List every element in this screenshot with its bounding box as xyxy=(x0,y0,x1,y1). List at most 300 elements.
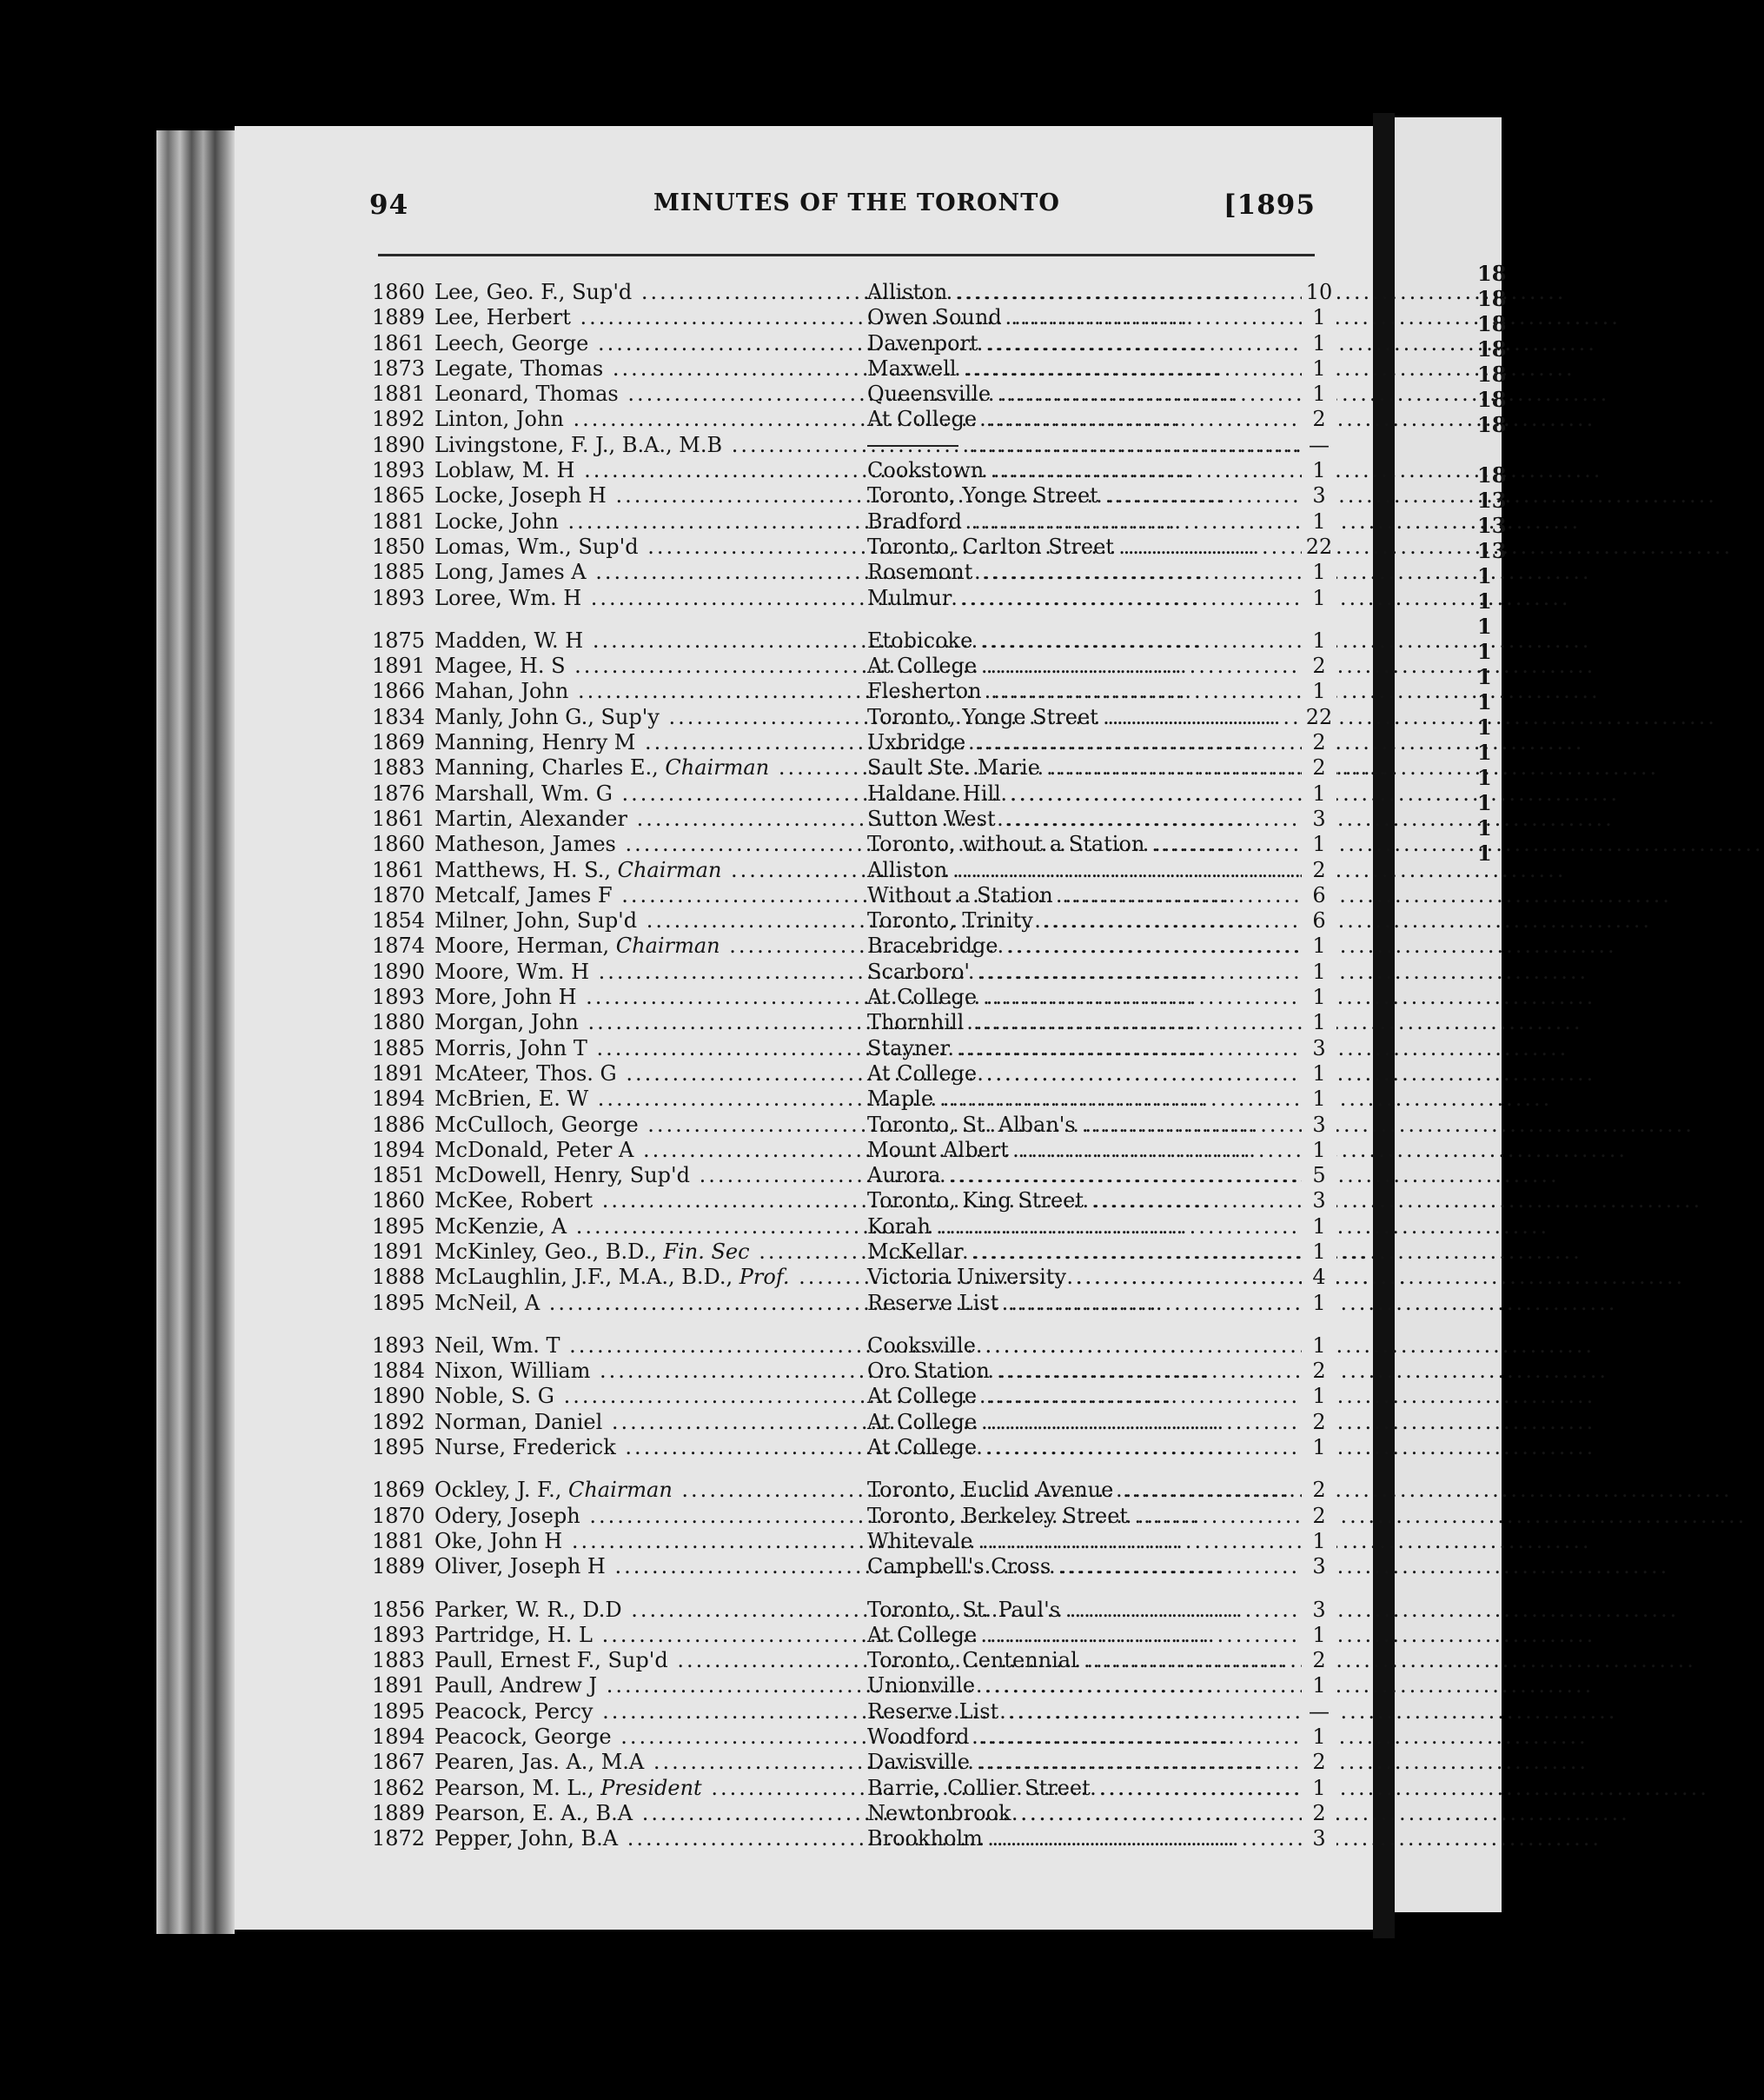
entry-office-title: Chairman xyxy=(567,1478,673,1503)
entry-name xyxy=(434,1163,860,1188)
entry-year: 1890 xyxy=(372,432,426,457)
entry-station-text: Whitevale xyxy=(867,1528,973,1553)
next-page-margin-item: 1 xyxy=(1477,815,1492,841)
entry-station xyxy=(867,1554,1654,1579)
entry-station xyxy=(867,280,1654,305)
table-row xyxy=(372,960,1336,985)
entry-name-text: McDowell, Henry, Sup'd xyxy=(434,1163,690,1188)
table-row xyxy=(372,1188,1336,1213)
entry-years-count: 1 xyxy=(1302,1529,1336,1554)
entry-year: 1894 xyxy=(372,1087,426,1112)
entry-year: 1872 xyxy=(372,1826,426,1851)
entry-name-text: Livingstone, F. J., B.A., M.B xyxy=(434,432,723,457)
entry-station-text: Maxwell xyxy=(867,356,957,381)
entry-station-text: Thornhill xyxy=(867,1010,965,1035)
entry-years-count: 1 xyxy=(1302,458,1336,483)
entry-station xyxy=(867,1239,1654,1265)
entry-station-text: Toronto, without a Station xyxy=(867,832,1145,857)
next-page-margin-item: 18 xyxy=(1477,311,1507,336)
entry-name xyxy=(434,1826,860,1851)
entry-station xyxy=(867,908,1654,934)
entry-year: 1860 xyxy=(372,1188,426,1213)
entry-year: 1866 xyxy=(372,679,426,704)
entry-station xyxy=(867,985,1654,1010)
entry-station-text: Davisville xyxy=(867,1750,970,1775)
entry-years-count: 1 xyxy=(1302,832,1336,857)
entry-station xyxy=(867,331,1654,356)
entry-year: 1880 xyxy=(372,1010,426,1035)
table-row xyxy=(372,1435,1336,1460)
entry-name xyxy=(434,1265,860,1290)
entry-year: 1892 xyxy=(372,407,426,432)
entry-years-count: 10 xyxy=(1302,280,1336,305)
table-row xyxy=(372,1010,1336,1035)
entry-year: 1861 xyxy=(372,806,426,831)
entry-name-text: McCulloch, George xyxy=(434,1112,639,1137)
entry-years-count: 3 xyxy=(1302,483,1336,508)
entry-name-text: Lee, Herbert xyxy=(434,305,571,330)
entry-years-count: 3 xyxy=(1302,1113,1336,1138)
entry-station-text: At College xyxy=(867,1409,978,1434)
entry-station xyxy=(867,1333,1654,1359)
next-page-margin-item: 18 xyxy=(1477,387,1507,412)
entry-office-title: Prof. xyxy=(739,1265,790,1290)
entry-station xyxy=(867,1036,1654,1061)
table-row xyxy=(372,1478,1336,1503)
entry-station xyxy=(867,883,1654,908)
page-number: 94 xyxy=(369,189,409,221)
entry-name xyxy=(434,781,860,807)
entry-years-count: 2 xyxy=(1302,1750,1336,1775)
entry-station xyxy=(867,535,1654,560)
entry-name-text: Peacock, George xyxy=(434,1725,612,1750)
entry-years-count: 6 xyxy=(1302,883,1336,908)
entry-year: 1895 xyxy=(372,1290,426,1315)
entry-name-text: Milner, John, Sup'd xyxy=(434,908,638,934)
entry-year: 1895 xyxy=(372,1435,426,1460)
entry-station-text: Cooksville xyxy=(867,1332,976,1358)
entry-years-count: 1 xyxy=(1302,356,1336,382)
table-row xyxy=(372,1826,1336,1851)
entry-name-text: Nurse, Frederick xyxy=(434,1435,616,1460)
entry-station-text: Alliston xyxy=(867,857,948,882)
entry-year: 1876 xyxy=(372,781,426,806)
entry-name xyxy=(434,705,860,730)
entry-name xyxy=(434,586,860,611)
table-row xyxy=(372,1239,1336,1265)
entry-name-text: Oliver, Joseph H xyxy=(434,1554,606,1579)
section-gap xyxy=(372,611,1336,628)
entry-station-text: Barrie, Collier Street xyxy=(867,1775,1091,1800)
table-row xyxy=(372,1648,1336,1673)
entry-station xyxy=(867,305,1654,330)
entry-name-text: Long, James A xyxy=(434,560,587,585)
entry-name xyxy=(434,1554,860,1579)
table-row xyxy=(372,535,1336,560)
entry-station-text: At College xyxy=(867,985,978,1010)
entry-years-count: 22 xyxy=(1302,705,1336,730)
next-page-margin-item: 1 xyxy=(1477,664,1492,689)
entry-year: 1869 xyxy=(372,730,426,755)
entry-name-text: Pearson, E. A., B.A xyxy=(434,1800,633,1825)
entry-year: 1867 xyxy=(372,1750,426,1775)
table-row xyxy=(372,781,1336,807)
entry-name-text: Manly, John G., Sup'y xyxy=(434,704,660,729)
entry-station-text: At College xyxy=(867,1622,978,1647)
entry-station xyxy=(867,1113,1654,1138)
section-gap xyxy=(372,1316,1336,1333)
entry-station xyxy=(867,1673,1654,1698)
next-page-margin-item: 13 xyxy=(1477,538,1507,563)
entry-years-count: 6 xyxy=(1302,908,1336,934)
entry-name-text: McKinley, Geo., B.D., xyxy=(434,1239,664,1264)
next-page-margin-item: 1 xyxy=(1477,614,1492,639)
entry-years-count: 2 xyxy=(1302,1359,1336,1384)
entry-year: 1860 xyxy=(372,832,426,857)
entry-station-text: Uxbridge xyxy=(867,730,966,755)
entry-name xyxy=(434,628,860,654)
entry-years-count: 1 xyxy=(1302,1214,1336,1239)
entry-years-count: 1 xyxy=(1302,331,1336,356)
entry-name-text: Morris, John T xyxy=(434,1035,587,1060)
entry-station-text: Owen Sound xyxy=(867,305,1002,330)
entry-year: 1893 xyxy=(372,585,426,610)
table-row xyxy=(372,1113,1336,1138)
entry-station xyxy=(867,1776,1654,1801)
entry-station-text: Mulmur xyxy=(867,585,952,610)
table-row xyxy=(372,1359,1336,1384)
entry-year: 1894 xyxy=(372,1725,426,1750)
entry-name-text: McKenzie, A xyxy=(434,1213,567,1239)
leader-dots xyxy=(969,433,1310,457)
entry-years-count: 1 xyxy=(1302,1384,1336,1409)
entry-years-count: 1 xyxy=(1302,1673,1336,1698)
entry-year: 1881 xyxy=(372,382,426,407)
entry-station xyxy=(867,1801,1654,1826)
entry-years-count: 3 xyxy=(1302,1554,1336,1579)
entry-station-text: Toronto, Carlton Street xyxy=(867,534,1114,559)
entry-year: 1881 xyxy=(372,508,426,534)
entry-year: 1893 xyxy=(372,1622,426,1647)
table-row xyxy=(372,1529,1336,1554)
entry-station-text: Campbell's Cross xyxy=(867,1554,1051,1579)
entry-year: 1875 xyxy=(372,628,426,653)
entry-station xyxy=(867,1623,1654,1648)
entry-station-text: Cookstown xyxy=(867,458,985,483)
table-row xyxy=(372,305,1336,330)
entry-station-text: Unionville xyxy=(867,1673,976,1698)
entry-name-text: Leech, George xyxy=(434,330,589,356)
entry-station xyxy=(867,755,1654,781)
entry-station-text: Queensville xyxy=(867,382,991,407)
entry-name-text: Ockley, J. F., xyxy=(434,1478,568,1503)
table-row xyxy=(372,1699,1336,1725)
entry-station xyxy=(867,858,1654,883)
entry-name xyxy=(434,1036,860,1061)
entry-years-count: 3 xyxy=(1302,1826,1336,1851)
entry-name xyxy=(434,1673,860,1698)
entry-name-text: Noble, S. G xyxy=(434,1384,554,1409)
entry-year: 1891 xyxy=(372,1239,426,1264)
entry-station xyxy=(867,509,1654,535)
entry-years-count: 1 xyxy=(1302,509,1336,535)
entry-name-text: Locke, John xyxy=(434,508,559,534)
entry-station xyxy=(867,1435,1654,1460)
entry-name xyxy=(434,280,860,305)
entry-name-text: Metcalf, James F xyxy=(434,882,613,907)
entry-name xyxy=(434,560,860,585)
table-row xyxy=(372,1333,1336,1359)
entry-name xyxy=(434,755,860,781)
entry-name-text: Partridge, H. L xyxy=(434,1622,593,1647)
entry-name-text: Neil, Wm. T xyxy=(434,1332,560,1358)
entry-name xyxy=(434,382,860,407)
entry-station xyxy=(867,1163,1654,1188)
entry-station xyxy=(867,960,1654,985)
entry-name-text: Nixon, William xyxy=(434,1359,591,1384)
entry-years-count: 2 xyxy=(1302,654,1336,679)
entry-station xyxy=(867,433,1654,458)
entry-name xyxy=(434,1410,860,1435)
entry-name-text: Parker, W. R., D.D xyxy=(434,1597,622,1622)
next-page-margin-item: 1 xyxy=(1477,588,1492,614)
entry-years-count: 2 xyxy=(1302,1410,1336,1435)
table-row xyxy=(372,1801,1336,1826)
table-row xyxy=(372,1291,1336,1316)
entry-station xyxy=(867,1188,1654,1213)
table-row xyxy=(372,908,1336,934)
next-page-margin-item: 1 xyxy=(1477,790,1492,815)
entry-name-text: McBrien, E. W xyxy=(434,1087,589,1112)
entry-years-count: 2 xyxy=(1302,1801,1336,1826)
entry-station-text: Etobicoke xyxy=(867,628,973,653)
next-page-margin-item: 18 xyxy=(1477,286,1507,311)
entry-name xyxy=(434,1776,860,1801)
entry-name-text: Linton, John xyxy=(434,407,564,432)
entry-name xyxy=(434,883,860,908)
table-row xyxy=(372,755,1336,781)
table-row xyxy=(372,985,1336,1010)
entry-name xyxy=(434,509,860,535)
entry-name-text: Peacock, Percy xyxy=(434,1698,594,1724)
entry-station-text: Victoria University xyxy=(867,1265,1066,1290)
entry-station xyxy=(867,483,1654,508)
next-page-margin-item: 13 xyxy=(1477,513,1507,538)
table-row xyxy=(372,1673,1336,1698)
entry-name-text: Legate, Thomas xyxy=(434,356,604,381)
entry-years-count: 1 xyxy=(1302,1138,1336,1163)
entry-name-text: Pepper, John, B.A xyxy=(434,1826,619,1851)
entry-year: 1886 xyxy=(372,1112,426,1137)
table-row xyxy=(372,1265,1336,1290)
entry-station-text: Reserve List xyxy=(867,1698,999,1724)
entry-station xyxy=(867,1265,1654,1290)
entry-name xyxy=(434,985,860,1010)
entry-station xyxy=(867,586,1654,611)
entry-station xyxy=(867,1725,1654,1750)
entry-name xyxy=(434,730,860,755)
entry-name-text: McNeil, A xyxy=(434,1290,540,1315)
entry-station-text: Toronto, St. Alban's xyxy=(867,1112,1076,1137)
table-row xyxy=(372,858,1336,883)
entry-station xyxy=(867,458,1654,483)
entry-year: 1890 xyxy=(372,959,426,984)
entry-year: 1856 xyxy=(372,1597,426,1622)
entry-years-count: 1 xyxy=(1302,679,1336,704)
next-page-margin-item: 1 xyxy=(1477,639,1492,664)
entry-name-text: Locke, Joseph H xyxy=(434,483,607,508)
entry-years-count: 1 xyxy=(1302,382,1336,407)
table-row xyxy=(372,1061,1336,1087)
entry-name xyxy=(434,1623,860,1648)
next-page-margin-item: 18 xyxy=(1477,336,1507,362)
entry-years-count: 1 xyxy=(1302,1725,1336,1750)
entry-station-text: At College xyxy=(867,1384,978,1409)
entry-station-text: Toronto, Trinity xyxy=(867,908,1033,934)
entry-years-count: 3 xyxy=(1302,807,1336,832)
entry-year: 1869 xyxy=(372,1478,426,1503)
entry-name xyxy=(434,1087,860,1112)
entry-years-count: 1 xyxy=(1302,1623,1336,1648)
entry-name-text: Matthews, H. S., xyxy=(434,857,618,882)
entry-name xyxy=(434,483,860,508)
entry-station-text: Sutton West xyxy=(867,806,996,831)
entry-name-text: Odery, Joseph xyxy=(434,1503,580,1528)
entry-name-text: McLaughlin, J.F., M.A., B.D., xyxy=(434,1265,739,1290)
entry-name xyxy=(434,1435,860,1460)
entry-name-text: Loblaw, M. H xyxy=(434,458,575,483)
table-row xyxy=(372,628,1336,654)
entry-year: 1885 xyxy=(372,560,426,585)
entry-name xyxy=(434,960,860,985)
entry-name xyxy=(434,1529,860,1554)
entry-station xyxy=(867,1138,1654,1163)
entry-name xyxy=(434,1648,860,1673)
entry-years-count: 1 xyxy=(1302,1776,1336,1801)
entry-name xyxy=(434,305,860,330)
table-row xyxy=(372,356,1336,382)
entry-station xyxy=(867,679,1654,704)
entry-name xyxy=(434,1333,860,1359)
entry-name-text: Pearson, M. L., xyxy=(434,1775,601,1800)
entry-year: 1883 xyxy=(372,1648,426,1673)
entry-year: 1870 xyxy=(372,1503,426,1528)
entry-station-text: Haldane Hill xyxy=(867,781,1001,806)
entry-station xyxy=(867,1061,1654,1087)
table-row xyxy=(372,1776,1336,1801)
page-title: MINUTES OF THE TORONTO xyxy=(653,189,1060,216)
entry-name xyxy=(434,807,860,832)
table-row xyxy=(372,654,1336,679)
entry-years-count: 2 xyxy=(1302,858,1336,883)
entry-years-count: 3 xyxy=(1302,1188,1336,1213)
entry-years-count: 1 xyxy=(1302,985,1336,1010)
table-row xyxy=(372,1410,1336,1435)
entry-years-count: 1 xyxy=(1302,586,1336,611)
entry-station-text: Aurora xyxy=(867,1163,941,1188)
entry-years-count: 1 xyxy=(1302,305,1336,330)
entry-year: 1873 xyxy=(372,356,426,381)
table-row xyxy=(372,1725,1336,1750)
entry-name-text: Martin, Alexander xyxy=(434,806,627,831)
entry-years-count: — xyxy=(1302,433,1336,458)
entry-years-count: 1 xyxy=(1302,1291,1336,1316)
entry-station-text: Oro Station xyxy=(867,1359,990,1384)
entry-year: 1895 xyxy=(372,1213,426,1239)
entry-office-title: Chairman xyxy=(665,755,770,781)
entry-name-text: Moore, Herman, xyxy=(434,934,616,959)
entry-year: 1834 xyxy=(372,704,426,729)
table-row xyxy=(372,1384,1336,1409)
entry-station-text: Toronto, Yonge Street xyxy=(867,483,1098,508)
entry-name-text: Pearen, Jas. A., M.A xyxy=(434,1750,645,1775)
entry-years-count: 1 xyxy=(1302,960,1336,985)
entry-year: 1894 xyxy=(372,1137,426,1162)
table-row xyxy=(372,458,1336,483)
next-page-margin-item: 1 xyxy=(1477,689,1492,714)
entry-years-count: 1 xyxy=(1302,1333,1336,1359)
entry-name-text: Madden, W. H xyxy=(434,628,584,653)
entry-name-text: Leonard, Thomas xyxy=(434,382,619,407)
table-row xyxy=(372,1138,1336,1163)
entry-name xyxy=(434,1188,860,1213)
book-page-edges xyxy=(156,130,235,1934)
entry-years-count: 2 xyxy=(1302,1648,1336,1673)
entry-station xyxy=(867,1504,1654,1529)
entry-office-title: Chairman xyxy=(615,934,720,959)
entry-station-text: Bradford xyxy=(867,508,962,534)
table-row xyxy=(372,934,1336,959)
entry-station-text: Newtonbrook xyxy=(867,1800,1011,1825)
entry-station xyxy=(867,1648,1654,1673)
entry-name-text: Mahan, John xyxy=(434,679,569,704)
entry-station xyxy=(867,654,1654,679)
entry-name xyxy=(434,433,860,458)
entry-station xyxy=(867,1087,1654,1112)
entry-station xyxy=(867,1214,1654,1239)
entry-years-count: 22 xyxy=(1302,535,1336,560)
entry-station-text: Toronto, King Street xyxy=(867,1188,1084,1213)
next-page-margin-item: 1 xyxy=(1477,563,1492,588)
entry-station-text: Woodford xyxy=(867,1725,970,1750)
entry-year: 1884 xyxy=(372,1359,426,1384)
entry-years-count: 5 xyxy=(1302,1163,1336,1188)
table-row xyxy=(372,1598,1336,1623)
entry-station-text: At College xyxy=(867,1060,978,1086)
entry-station xyxy=(867,1478,1654,1503)
entry-name xyxy=(434,1801,860,1826)
entry-station xyxy=(867,407,1654,432)
entry-year: 1889 xyxy=(372,1554,426,1579)
entry-office-title: President xyxy=(600,1775,702,1800)
entry-year: 1850 xyxy=(372,534,426,559)
entry-year: 1861 xyxy=(372,857,426,882)
table-row xyxy=(372,586,1336,611)
entry-name-text: Morgan, John xyxy=(434,1010,579,1035)
table-row xyxy=(372,560,1336,585)
table-row xyxy=(372,382,1336,407)
entry-station-text: Toronto, Berkeley Street xyxy=(867,1503,1129,1528)
entry-years-count: 1 xyxy=(1302,560,1336,585)
entry-station-text: At College xyxy=(867,407,978,432)
entry-years-count: 2 xyxy=(1302,407,1336,432)
entry-name xyxy=(434,1138,860,1163)
table-row xyxy=(372,509,1336,535)
entry-years-count: 1 xyxy=(1302,934,1336,959)
entry-name xyxy=(434,535,860,560)
entry-station-text: Stayner xyxy=(867,1035,951,1060)
entry-name xyxy=(434,858,860,883)
